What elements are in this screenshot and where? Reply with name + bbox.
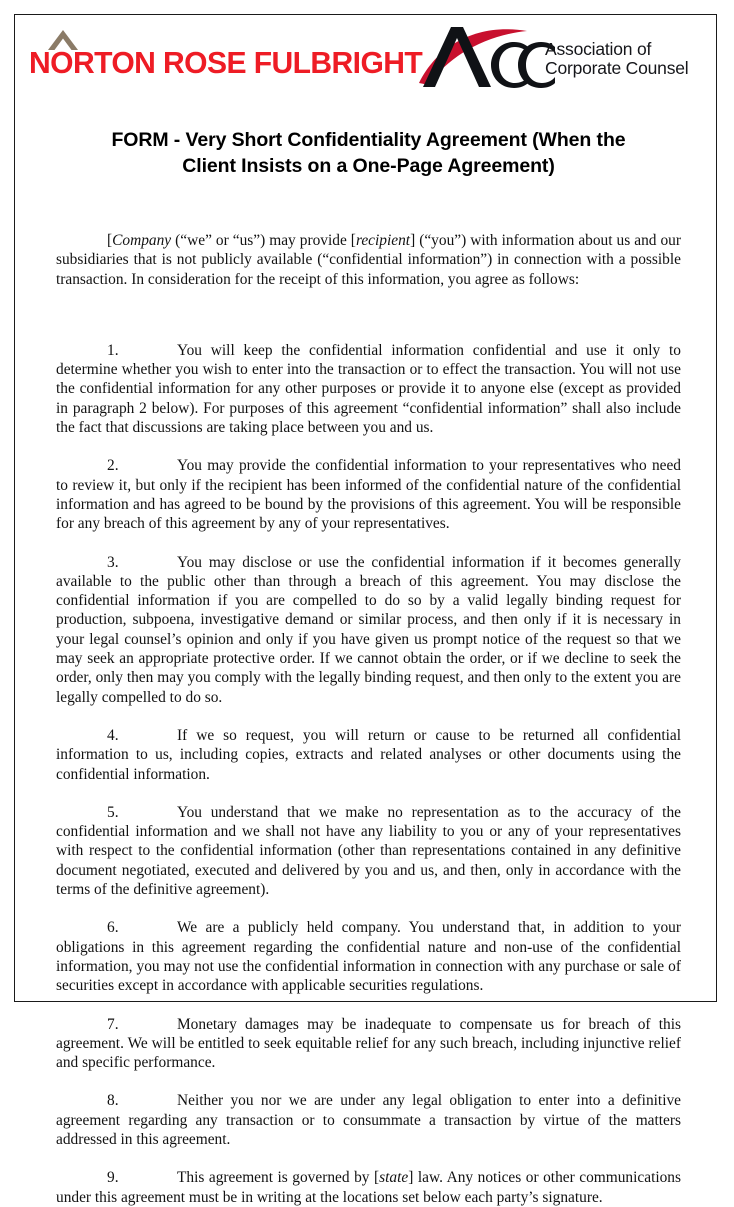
document-body	[56, 127, 681, 1207]
clause-3-text: You may disclose or use the confidential information if it becomes generally available to the public other than through a breach of this agreement. You may disclose the confidential information if you are compelled to do so by a valid legally binding request for production, subpoena, investigative demand or similar process, and then only if it is necessary in your legal counsel’s opinion and only if you have given us prompt notice of the request so that we may seek an appropriate protective order. If we cannot obtain the order, or if we decline to seek the order, only then may you comply with the legally binding request, and then only to the extent you are legally compelled to do so.	[56, 553, 681, 706]
clause-6	[56, 918, 681, 995]
clause-7	[56, 1015, 681, 1073]
norton-rose-fulbright-logo	[29, 29, 423, 93]
intro-after-company: (“we” or “us”) may provide [	[171, 232, 356, 249]
state-placeholder: state	[379, 1169, 409, 1187]
clause-5	[56, 803, 681, 899]
agreement-text	[56, 231, 681, 1207]
intro-paragraph: [Company (“we” or “us”) may provide [recipient] (“you”) with information about us and our subsidiaries that is not publicly available (“confidential information”) in connection with a possible transaction. In consideration for the receipt of this information, you agree as follows:	[56, 232, 681, 288]
clause-8	[56, 1091, 681, 1149]
letterhead	[15, 15, 716, 101]
nrf-wordmark: NORTON ROSE FULBRIGHT	[29, 45, 423, 80]
clause-4	[56, 726, 681, 784]
clause-6-text: We are a publicly held company. You understand that, in addition to your obligations in this agreement regarding the confidential nature and non-use of the confidential information, you may not use the confidential information in connection with any purchase or sale of securities except in accordance with applicable securities regulations.	[56, 919, 681, 995]
company-placeholder: Company	[112, 232, 172, 249]
document-title-line1: FORM - Very Short Confidentiality Agreement (When the	[111, 129, 626, 151]
acc-monogram-icon	[417, 25, 545, 91]
acc-tagline	[545, 40, 689, 78]
clause-4-text: If we so request, you will return or cause to be returned all confidential information to us, including copies, extracts and related analyses or other documents using the confidential information.	[56, 726, 681, 783]
clause-2-text: You may provide the confidential information to your representatives who need to review it, but only if the recipient has been informed of the confidential nature of the confidential information and has agreed to be bound by the provisions of this agreement. You will be responsible for any breach of this agreement by any of your representatives.	[56, 457, 681, 533]
clause-4-number: 4.	[107, 726, 119, 744]
clause-9-prefix: This agreement is governed by [	[177, 1169, 380, 1187]
clause-8-number: 8.	[107, 1092, 119, 1110]
clause-7-text: Monetary damages may be inadequate to compensate us for breach of this agreement. We will be entitled to seek equitable relief for any such breach, including injunctive relief and specific performance.	[56, 1015, 681, 1072]
clause-5-number: 5.	[107, 803, 119, 821]
document-title	[56, 127, 681, 179]
clause-8-text: Neither you nor we are under any legal obligation to enter into a definitive agreement regarding any transaction or to consummate a transaction by virtue of the matters addressed in this agreement.	[56, 1092, 681, 1148]
clause-7-number: 7.	[107, 1015, 119, 1033]
clause-1-text: You will keep the confidential information confidential and use it only to determine whether you wish to enter into the transaction or to effect the transaction. You will not use the confidential information for any other purposes or provide it to anyone else (except as provided in paragraph 2 below). For purposes of this agreement “confidential information” shall also include the fact that discussions are taking place between you and us.	[56, 341, 681, 437]
clause-3-number: 3.	[107, 553, 119, 571]
acc-tagline-line1: Association of	[545, 39, 652, 59]
clause-1-number: 1.	[107, 341, 119, 359]
acc-tagline-line2: Corporate Counsel	[545, 58, 689, 78]
document-page	[14, 14, 717, 1206]
clause-3	[56, 553, 681, 707]
clause-6-number: 6.	[107, 919, 119, 937]
clause-9-suffix: ] law. Any notices or other communications under this agreement must be in writing at the locations set below each party’s signature.	[56, 1169, 681, 1206]
acc-logo	[417, 25, 717, 95]
clause-2	[56, 456, 681, 533]
clause-2-number: 2.	[107, 457, 119, 475]
clause-5-text: You understand that we make no representation as to the accuracy of the confidential information and we shall not have any liability to you or any of your representatives with respect to the confidential information (other than representations contained in any definitive document negotiated, executed and delivered by you and us, and then, only in accordance with the terms of the definitive agreement).	[56, 803, 681, 899]
clause-9-number: 9.	[107, 1169, 119, 1187]
clause-1	[56, 341, 681, 437]
document-title-line2: Client Insists on a One-Page Agreement)	[182, 155, 555, 177]
clause-9	[56, 1168, 681, 1207]
recipient-placeholder: recipient	[355, 232, 411, 249]
intro-after-recipient: ] (“you”) with information about us and our subsidiaries that is not publicly available (“confidential information”) in connection with a possible transaction. In consideration for the receipt of this information, you agree as follows:	[56, 232, 681, 288]
